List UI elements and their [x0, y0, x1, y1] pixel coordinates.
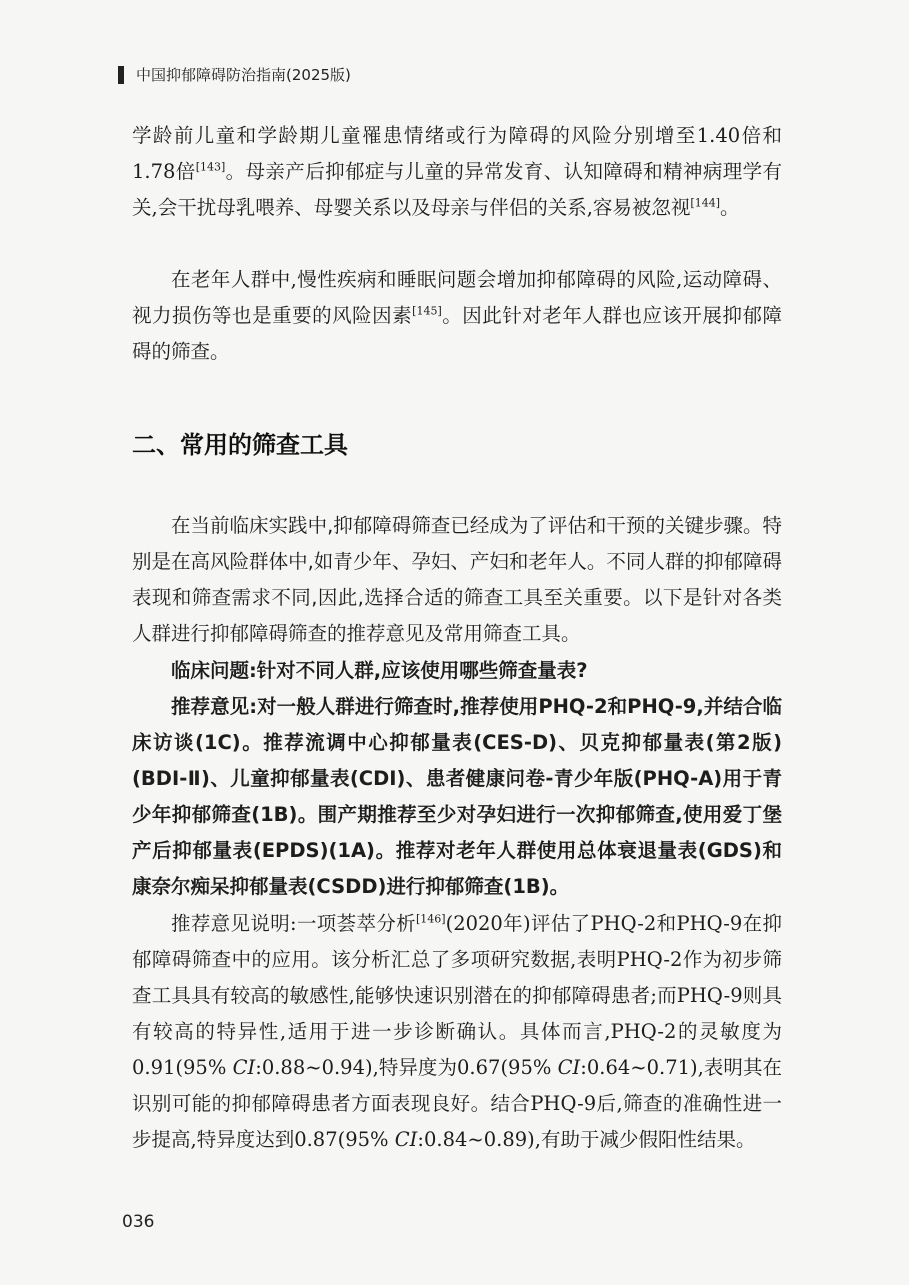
explanation-text-e: :0.84~0.89),有助于减少假阳性结果。 — [417, 1128, 756, 1151]
section-heading: 二、常用的筛查工具 — [132, 431, 348, 459]
explanation-text-a: 推荐意见说明:一项荟萃分析 — [171, 912, 416, 935]
ci-label-3: CI — [394, 1128, 418, 1151]
para1-text-b: 。母亲产后抑郁症与儿童的异常发育、认知障碍和精神病理学有关,会干扰母乳喂养、母婴关系以及母亲与伴侣的关系,容易被忽视 — [132, 160, 782, 219]
explanation-text-c: :0.88~0.94),特异度为0.67(95% — [255, 1056, 558, 1079]
citation-144: [144] — [690, 196, 720, 210]
header-marker — [118, 66, 124, 84]
clinical-question: 临床问题:针对不同人群,应该使用哪些筛查量表? — [171, 659, 588, 682]
header-title: 中国抑郁障碍防治指南(2025版) — [136, 66, 351, 84]
paragraph-elderly-risk — [132, 262, 782, 370]
page-number: 036 — [122, 1212, 155, 1232]
ci-label-1: CI — [232, 1056, 256, 1079]
para1-text-a: 学龄前儿童和学龄期儿童罹患情绪或行为障碍的风险分别增至1.40倍和1.78倍 — [132, 124, 782, 183]
explanation-text-d: :0.64~0.71),表明其在识别可能的抑郁障碍患者方面表现良好。结合PHQ-9后,筛查的准确性进一步提高,特异度达到0.87(95% — [132, 1056, 782, 1151]
explanation-text-b: (2020年)评估了PHQ-2和PHQ-9在抑郁障碍筛查中的应用。该分析汇总了多项研究数据,表明PHQ-2作为初步筛查工具具有较高的敏感性,能够快速识别潜在的抑郁障碍患者;而PHQ-9则具有较高的特异性,适用于进一步诊断确认。具体而言,PHQ-2的灵敏度为0.91(95% — [132, 912, 782, 1079]
recommendation-block: 推荐意见:对一般人群进行筛查时,推荐使用PHQ-2和PHQ-9,并结合临床访谈(1C)。推荐流调中心抑郁量表(CES-D)、贝克抑郁量表(第2版)(BDI-Ⅱ)、儿童抑郁量表(CDI)、患者健康问卷-青少年版(PHQ-A)用于青少年抑郁筛查(1B)。围产期推荐至少对孕妇进行一次抑郁筛查,使用爱丁堡产后抑郁量表(EPDS)(1A)。推荐对老年人群使用总体衰退量表(GDS)和康奈尔痴呆抑郁量表(CSDD)进行抑郁筛查(1B)。 — [132, 695, 782, 898]
recommendation-explanation — [132, 906, 782, 1158]
citation-145: [145] — [412, 304, 442, 318]
paragraph-clinical-practice: 在当前临床实践中,抑郁障碍筛查已经成为了评估和干预的关键步骤。特别是在高风险群体中,如青少年、孕妇、产妇和老年人。不同人群的抑郁障碍表现和筛查需求不同,因此,选择合适的筛查工具至关重要。以下是针对各类人群进行抑郁障碍筛查的推荐意见及常用筛查工具。 — [132, 514, 782, 645]
citation-143: [143] — [195, 160, 226, 174]
running-header — [118, 64, 351, 85]
para1-text-c: 。 — [720, 196, 740, 219]
para2-text-b: 。因此针对老年人群也应该开展抑郁障碍的筛查。 — [132, 304, 782, 363]
ci-label-2: CI — [557, 1056, 581, 1079]
para2-text-a: 在老年人群中,慢性疾病和睡眠问题会增加抑郁障碍的风险,运动障碍、视力损伤等也是重要的风险因素 — [132, 268, 782, 327]
citation-146: [146] — [416, 912, 446, 926]
paragraph-children-risk — [132, 118, 782, 226]
